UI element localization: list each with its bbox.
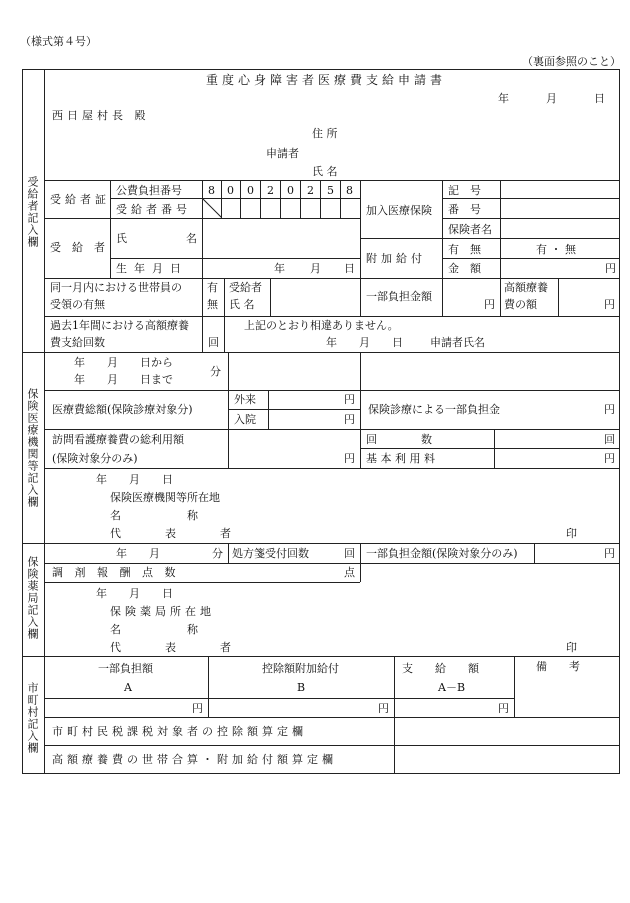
grid-line: [228, 543, 229, 563]
grid-line: [44, 745, 620, 746]
grid-line: [360, 543, 361, 582]
grid-line: [44, 582, 360, 583]
period-to: 年 月 日まで: [74, 373, 173, 386]
grid-line: [534, 543, 535, 563]
household-label-1: 同一月内における世帯員の: [50, 281, 182, 294]
visit-count-kai: 回: [604, 433, 615, 446]
grid-line: [514, 656, 515, 717]
grid-line: [44, 429, 620, 430]
grid-line: [202, 180, 203, 278]
section-sep-3: [22, 656, 620, 657]
medical-seal: 印: [566, 527, 577, 540]
section-sep-2: [22, 543, 620, 544]
outpatient-yen: 円: [344, 393, 355, 406]
visiting-nurse-label-1: 訪問看護療養費の総利用額: [52, 433, 184, 446]
grid-line: [228, 352, 229, 468]
section-label-municipal: 市町村記入欄: [26, 682, 39, 754]
pharmacy-ym: 年 月: [116, 547, 160, 560]
frame-bottom: [22, 773, 620, 774]
dispensing-points-ten: 点: [344, 566, 355, 579]
fuka-yen: 円: [605, 262, 616, 275]
date-month: 月: [546, 92, 557, 105]
frame-top: [22, 69, 620, 70]
grid-line: [360, 448, 620, 449]
period-bun: 分: [210, 365, 221, 378]
grid-line: [442, 218, 620, 219]
grid-line: [110, 258, 360, 259]
inpatient-yen: 円: [344, 413, 355, 426]
col-b-yen: 円: [378, 702, 389, 715]
grid-line: [320, 180, 321, 218]
frame-left: [22, 69, 23, 774]
col-a-letter: A: [124, 681, 132, 694]
kohi-digit: 8: [346, 184, 353, 197]
dispensing-points-label: 調 剤 報 酬 点 数: [52, 566, 180, 579]
recipient-label: 受給者: [50, 241, 116, 254]
visit-count-label: 回 数: [366, 433, 432, 446]
inpatient-label: 入院: [234, 413, 256, 426]
form-title: 重度心身障害者医療費支給申請書: [206, 73, 447, 87]
grid-line: [442, 180, 443, 316]
pharmacy-location-label: 保険薬局所在地: [110, 605, 215, 618]
birth-day: 日: [344, 262, 355, 275]
back-note: （裏面参照のこと）: [522, 55, 621, 68]
grid-line: [270, 278, 271, 316]
addressee: 西日屋村長 殿: [52, 109, 150, 122]
col-a-label: 一部負担額: [98, 662, 153, 675]
recipient-name-label-2: 名: [186, 232, 197, 245]
pharmacy-name-label: 名 称: [110, 623, 198, 636]
birthdate-label: 生年月日: [116, 262, 188, 275]
kohi-digit: 5: [327, 184, 334, 197]
confirm-statement: 上記のとおり相違ありません。: [244, 319, 399, 332]
medical-rep-label: 代 表 者: [110, 527, 231, 540]
grid-line: [442, 198, 620, 199]
insurance-copay-yen: 円: [604, 403, 615, 416]
grid-line: [44, 390, 620, 391]
kohi-digit: 0: [227, 184, 234, 197]
grid-line: [300, 180, 301, 218]
grid-line: [360, 180, 361, 316]
grid-line: [494, 429, 495, 468]
fuka-umu-value: 有 ・ 無: [536, 243, 576, 256]
kogaku-count-label-2: 費支給回数: [50, 336, 105, 349]
applicant-address-label: 住 所: [312, 127, 338, 140]
grid-line: [360, 352, 361, 468]
kohi-digit: 2: [307, 184, 314, 197]
household-kogaku-yen: 円: [604, 298, 615, 311]
grid-line: [268, 390, 269, 429]
col-b-label: 控除額附加給付: [262, 662, 339, 675]
pharmacy-date: 年 月 日: [96, 587, 173, 600]
insurance-copay-label: 保険診療による一部負担金: [368, 403, 500, 416]
basic-fee-yen: 円: [604, 452, 615, 465]
grid-line: [44, 717, 620, 718]
grid-line: [208, 656, 209, 717]
col-b-letter: B: [297, 681, 306, 694]
fuka-amount-label: 金 額: [448, 262, 481, 275]
grid-line: [228, 409, 360, 410]
visiting-nurse-yen: 円: [344, 452, 355, 465]
household-name-label: 氏 名: [229, 298, 255, 311]
section-sep-1: [22, 352, 620, 353]
fuka-umu-label: 有 無: [448, 243, 481, 256]
grid-line: [442, 258, 620, 259]
grid-line: [260, 180, 261, 218]
basic-fee-label: 基 本 利 用 料: [366, 452, 435, 465]
prescription-count-label: 処方箋受付回数: [232, 547, 309, 560]
medical-total-label: 医療費総額(保険診療対象分): [52, 403, 193, 416]
col-c-yen: 円: [498, 702, 509, 715]
household-ichibu-yen: 円: [484, 298, 495, 311]
grid-line: [394, 656, 395, 773]
date-year: 年: [498, 92, 509, 105]
recipient-name-label-1: 氏: [116, 232, 127, 245]
date-day: 日: [594, 92, 605, 105]
fuka-label: 附加給付: [366, 252, 426, 265]
grid-line: [360, 238, 620, 239]
grid-line: [500, 278, 501, 316]
visiting-nurse-label-2: (保険対象分のみ): [52, 452, 138, 465]
grid-line: [110, 180, 111, 278]
diagonal-slash: [202, 198, 222, 218]
grid-line: [44, 468, 620, 469]
household-kogaku-label-2: 費の額: [504, 298, 537, 311]
jukyusha-sho-label: 受給者証: [50, 193, 110, 206]
medical-date: 年 月 日: [96, 473, 173, 486]
applicant-signature-label: 申請者氏名: [430, 336, 485, 349]
tax-deduction-row: 市町村民税課税対象者の控除額算定欄: [52, 725, 307, 738]
grid-line: [110, 198, 360, 199]
kohi-digit: 0: [247, 184, 254, 197]
birth-year: 年: [274, 262, 285, 275]
frame-right: [619, 69, 620, 774]
grid-line: [44, 698, 514, 699]
outpatient-label: 外来: [234, 393, 256, 406]
col-c-label: 支 給 額: [402, 662, 479, 675]
kogaku-count-label-1: 過去1年間における高額療養: [50, 319, 189, 332]
kohi-digit: 2: [267, 184, 274, 197]
pharmacy-rep-label: 代 表 者: [110, 641, 231, 654]
household-label-2: 受領の有無: [50, 298, 105, 311]
insurer-name-label: 保険者名: [448, 223, 492, 236]
section-label-medical: 保険医療機関等記入欄: [26, 388, 39, 508]
grid-line: [224, 278, 225, 316]
insurance-bango-label: 番 号: [448, 203, 481, 216]
kohi-digit: 0: [287, 184, 294, 197]
section-label-pharmacy: 保険薬局記入欄: [26, 556, 39, 640]
household-umu-1: 有: [207, 281, 218, 294]
period-from: 年 月 日から: [74, 356, 173, 369]
pharmacy-seal: 印: [566, 641, 577, 654]
grid-line: [44, 180, 620, 181]
household-recipient-label: 受給者: [229, 281, 262, 294]
birth-month: 月: [310, 262, 321, 275]
grid-line: [44, 563, 620, 564]
kohi-digit: 8: [208, 184, 215, 197]
pharmacy-copay-yen: 円: [604, 547, 615, 560]
section-label-divider: [44, 69, 45, 774]
grid-line: [558, 278, 559, 316]
grid-line: [240, 180, 241, 218]
household-kogaku-label-1: 高額療養: [504, 281, 548, 294]
col-c-formula: A－B: [438, 681, 466, 694]
prescription-count-kai: 回: [344, 547, 355, 560]
pharmacy-bun: 分: [212, 547, 223, 560]
household-umu-2: 無: [207, 298, 218, 311]
grid-line: [44, 278, 620, 279]
grid-line: [280, 180, 281, 218]
medical-location-label: 保険医療機関等所在地: [110, 491, 220, 504]
confirm-date: 年 月 日: [326, 336, 403, 349]
form-number: （様式第４号）: [20, 35, 97, 48]
section-label-recipient: 受給者記入欄: [26, 176, 39, 248]
grid-line: [500, 180, 501, 278]
col-a-yen: 円: [192, 702, 203, 715]
grid-line: [202, 278, 203, 352]
applicant-label: 申請者: [266, 147, 299, 160]
pharmacy-copay-label: 一部負担金額(保険対象分のみ): [366, 547, 518, 560]
medical-name-label: 名 称: [110, 509, 198, 522]
grid-line: [224, 316, 225, 352]
grid-line: [340, 180, 341, 218]
insurance-label: 加入医療保険: [366, 204, 432, 217]
grid-line: [44, 316, 620, 317]
jukyusha-number-label: 受給者番号: [116, 203, 191, 216]
insurance-kigo-label: 記 号: [448, 184, 481, 197]
household-ichibu-label: 一部負担金額: [366, 290, 432, 303]
remarks-label: 備 考: [536, 660, 580, 673]
kohi-number-label: 公費負担番号: [116, 184, 182, 197]
kogaku-count-kai: 回: [208, 336, 219, 349]
household-total-row: 高額療養費の世帯合算・附加給付額算定欄: [52, 753, 337, 766]
applicant-name-label: 氏 名: [312, 165, 338, 178]
